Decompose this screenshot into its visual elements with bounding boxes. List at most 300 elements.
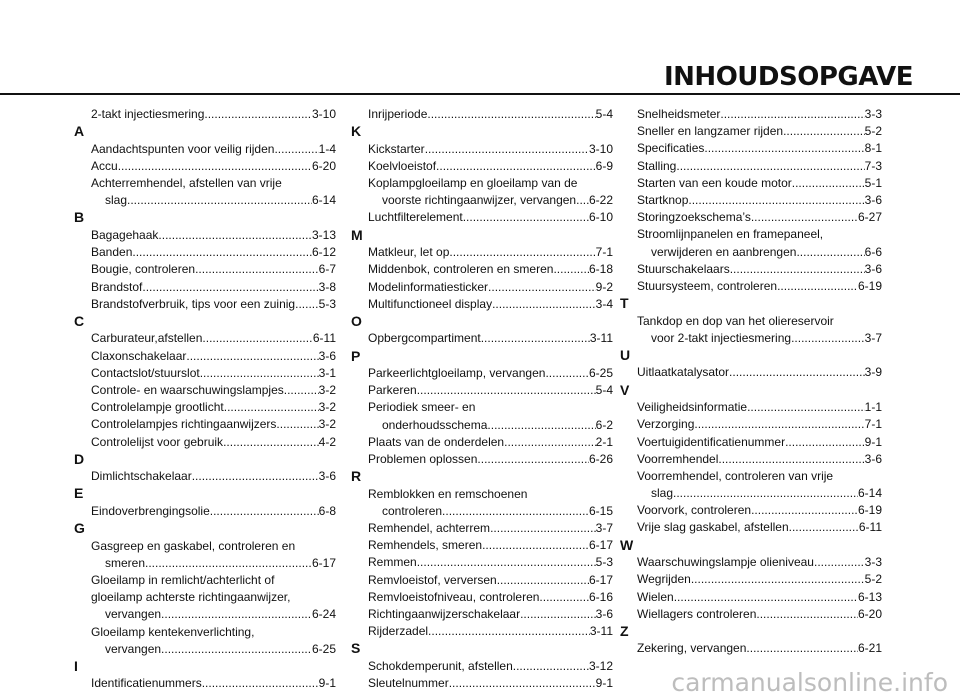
index-entry bbox=[351, 572, 613, 589]
section-letter: W bbox=[620, 536, 634, 553]
index-column-3 bbox=[620, 106, 882, 658]
leader-dots bbox=[553, 261, 589, 278]
section-letter: P bbox=[351, 347, 361, 364]
entry-text: Brandstof bbox=[91, 279, 143, 294]
entry-text: Verzorging bbox=[637, 417, 695, 432]
leader-dots bbox=[481, 330, 590, 347]
entry-text: Stalling bbox=[637, 158, 677, 173]
page-ref: 6-14 bbox=[857, 486, 882, 501]
index-entry bbox=[620, 175, 882, 192]
index-entry bbox=[351, 606, 613, 623]
entry-text: Dimlichtschakelaar bbox=[91, 469, 192, 484]
leader-dots bbox=[488, 279, 596, 296]
entry-text-line: Koplampgloeilamp en gloeilamp van de bbox=[368, 176, 578, 191]
leader-dots bbox=[427, 106, 595, 123]
entry-text: Remmen bbox=[368, 555, 417, 570]
page-ref: 1-4 bbox=[318, 141, 336, 156]
leader-dots bbox=[756, 606, 858, 623]
index-entry bbox=[74, 279, 336, 296]
footer-watermark: carmanualsonline.info bbox=[671, 668, 948, 697]
page-ref: 6-6 bbox=[864, 244, 882, 259]
index-entry bbox=[620, 399, 882, 416]
leader-dots bbox=[223, 434, 319, 451]
leader-dots bbox=[482, 537, 589, 554]
entry-text: Modelinformatiesticker bbox=[368, 279, 489, 294]
leader-dots bbox=[284, 382, 319, 399]
entry-text: Koelvloeistof bbox=[368, 158, 437, 173]
leader-dots bbox=[417, 554, 596, 571]
leader-dots bbox=[674, 589, 858, 606]
entry-text: Opbergcompartiment bbox=[368, 331, 481, 346]
entry-text: Banden bbox=[91, 245, 133, 260]
index-entry bbox=[620, 468, 882, 502]
page-ref: 6-21 bbox=[857, 641, 882, 656]
index-entry bbox=[620, 554, 882, 571]
leader-dots bbox=[477, 451, 589, 468]
index-entry bbox=[620, 226, 882, 260]
page-ref: 6-12 bbox=[311, 245, 336, 260]
leader-dots bbox=[676, 158, 864, 175]
leader-dots bbox=[576, 192, 589, 209]
index-entry bbox=[620, 606, 882, 623]
index-entry bbox=[351, 261, 613, 278]
entry-text: Remvloeistofniveau, controleren bbox=[368, 589, 540, 604]
page-ref: 3-4 bbox=[595, 296, 613, 311]
entry-text: Remhendel, achterrem bbox=[368, 521, 491, 536]
entry-last-line bbox=[368, 192, 613, 209]
index-entry bbox=[620, 106, 882, 123]
leader-dots bbox=[751, 209, 858, 226]
page-ref: 9-1 bbox=[864, 434, 882, 449]
entry-text-line: Gloeilamp in remlicht/achterlicht of bbox=[91, 572, 275, 587]
entry-text-line: verwijderen en aanbrengen bbox=[651, 244, 797, 259]
entry-text-line: Achterremhendel, afstellen van vrije bbox=[91, 176, 282, 191]
section-letter: B bbox=[74, 209, 85, 226]
leader-dots bbox=[487, 417, 595, 434]
index-entry bbox=[351, 382, 613, 399]
entry-text: Controlelampjes richtingaanwijzers bbox=[91, 417, 277, 432]
entry-text: Inrijperiode bbox=[368, 107, 428, 121]
page-ref: 3-2 bbox=[318, 417, 336, 432]
entry-text: Controlelampje grootlicht bbox=[91, 400, 224, 415]
entry-last-line bbox=[91, 192, 336, 209]
entry-text-line: Gasgreep en gaskabel, controleren en bbox=[91, 538, 296, 553]
index-entry bbox=[620, 434, 882, 451]
leader-dots bbox=[417, 382, 596, 399]
leader-dots bbox=[142, 279, 318, 296]
entry-text: Veiligheidsinformatie bbox=[637, 400, 748, 415]
leader-dots bbox=[497, 572, 589, 589]
index-entry bbox=[620, 209, 882, 226]
entry-text: Waarschuwingslampje olieniveau bbox=[637, 555, 814, 570]
index-entry bbox=[351, 589, 613, 606]
entry-text: Richtingaanwijzerschakelaar bbox=[368, 607, 521, 621]
index-entry bbox=[351, 279, 613, 296]
page-ref: 6-25 bbox=[311, 641, 336, 656]
leader-dots bbox=[730, 261, 865, 278]
index-entry bbox=[620, 451, 882, 468]
entry-text: Remhendels, smeren bbox=[368, 538, 483, 553]
leader-dots bbox=[746, 640, 858, 657]
page-ref: 3-2 bbox=[318, 400, 336, 415]
page-ref: 5-4 bbox=[595, 107, 613, 121]
leader-dots bbox=[195, 261, 319, 278]
leader-dots bbox=[520, 606, 596, 623]
page-ref: 1-1 bbox=[864, 400, 882, 415]
entry-text: Wegrijden bbox=[637, 572, 691, 587]
index-entry bbox=[620, 123, 882, 140]
index-entry bbox=[351, 537, 613, 554]
page-title: INHOUDSOPGAVE bbox=[664, 62, 913, 92]
section-letter: C bbox=[74, 312, 85, 329]
entry-text: Snelheidsmeter bbox=[637, 107, 721, 121]
section-letter: E bbox=[74, 485, 84, 502]
leader-dots bbox=[449, 244, 595, 261]
index-entry bbox=[74, 106, 336, 123]
index-entry bbox=[74, 538, 336, 572]
entry-text-line: voor 2-takt injectiesmering bbox=[651, 330, 792, 345]
leader-dots bbox=[785, 434, 865, 451]
section-letter: U bbox=[620, 346, 631, 363]
page-ref: 3-8 bbox=[318, 279, 336, 294]
leader-dots bbox=[796, 244, 864, 261]
leader-dots bbox=[204, 106, 312, 123]
leader-dots bbox=[145, 555, 312, 572]
entry-text: Zekering, vervangen bbox=[637, 641, 747, 656]
entry-last-line bbox=[368, 503, 613, 520]
page-ref: 3-7 bbox=[864, 330, 882, 345]
leader-dots bbox=[720, 106, 864, 123]
leader-dots bbox=[814, 554, 865, 571]
page-ref: 6-17 bbox=[588, 538, 613, 553]
entry-text: Multifunctioneel display bbox=[368, 296, 493, 311]
entry-text: Bougie, controleren bbox=[91, 262, 196, 277]
section-letter: R bbox=[351, 468, 362, 485]
entry-text: Uitlaatkatalysator bbox=[637, 365, 730, 380]
index-entry bbox=[351, 399, 613, 433]
leader-dots bbox=[118, 158, 312, 175]
index-entry bbox=[620, 192, 882, 209]
leader-dots bbox=[688, 192, 864, 209]
entry-text: Carburateur,afstellen bbox=[91, 331, 203, 346]
entry-text: 2-takt injectiesmering bbox=[91, 107, 205, 121]
page-ref: 3-1 bbox=[318, 365, 336, 380]
entry-last-line bbox=[91, 606, 336, 623]
index-entry bbox=[74, 416, 336, 433]
page-ref: 3-6 bbox=[864, 261, 882, 276]
leader-dots bbox=[224, 399, 319, 416]
index-entry bbox=[74, 244, 336, 261]
entry-text-line: voorste richtingaanwijzer, vervangen bbox=[382, 193, 577, 208]
entry-text: Identificatienummers bbox=[91, 676, 202, 691]
entry-text: Problemen oplossen bbox=[368, 452, 478, 466]
leader-dots bbox=[442, 503, 589, 520]
page-ref: 6-24 bbox=[311, 607, 336, 622]
page-ref: 5-2 bbox=[864, 572, 882, 587]
entry-text: Kickstarter bbox=[368, 141, 425, 156]
page-ref: 9-1 bbox=[595, 676, 613, 691]
entry-text-line: slag bbox=[105, 193, 128, 208]
section-letter: Z bbox=[620, 622, 629, 639]
page-ref: 6-22 bbox=[588, 193, 613, 208]
page-ref: 6-20 bbox=[857, 606, 882, 621]
page-ref: 3-2 bbox=[318, 382, 336, 397]
leader-dots bbox=[691, 571, 865, 588]
leader-dots bbox=[694, 416, 864, 433]
leader-dots bbox=[200, 365, 319, 382]
section-letter: I bbox=[74, 657, 78, 674]
entry-text: Sleutelnummer bbox=[368, 676, 449, 691]
leader-dots bbox=[161, 606, 312, 623]
section-letter: G bbox=[74, 520, 85, 537]
entry-text: Remvloeistof, verversen bbox=[368, 572, 497, 587]
entry-text: Rijderzadel bbox=[368, 624, 429, 639]
page-ref: 6-27 bbox=[857, 210, 882, 225]
index-entry bbox=[74, 158, 336, 175]
entry-text: Matkleur, let op bbox=[368, 245, 450, 260]
entry-last-line bbox=[91, 555, 336, 572]
page-ref: 3-3 bbox=[864, 107, 882, 121]
page-ref: 7-1 bbox=[864, 417, 882, 432]
index-entry bbox=[620, 364, 882, 381]
index-entry bbox=[620, 502, 882, 519]
entry-last-line bbox=[637, 485, 882, 502]
leader-dots bbox=[276, 416, 318, 433]
page-ref: 6-19 bbox=[857, 278, 882, 293]
entry-text: Sneller en langzamer rijden bbox=[637, 124, 784, 139]
index-entry bbox=[74, 624, 336, 658]
entry-text: Luchtfilterelement bbox=[368, 210, 463, 225]
entry-text: Middenbok, controleren en smeren bbox=[368, 262, 554, 277]
index-entry bbox=[620, 571, 882, 588]
page-ref: 3-7 bbox=[595, 521, 613, 536]
page-ref: 3-6 bbox=[864, 192, 882, 207]
page-ref: 3-13 bbox=[311, 227, 336, 242]
page-ref: 5-3 bbox=[318, 296, 336, 311]
index-entry bbox=[351, 296, 613, 313]
index-entry bbox=[74, 434, 336, 451]
index-entry bbox=[620, 640, 882, 657]
page-ref: 9-1 bbox=[318, 676, 336, 691]
page-ref: 5-3 bbox=[595, 555, 613, 570]
page-ref: 5-1 bbox=[864, 175, 882, 190]
leader-dots bbox=[274, 141, 318, 158]
leader-dots bbox=[295, 296, 319, 313]
page-ref: 6-17 bbox=[588, 572, 613, 587]
page-ref: 4-2 bbox=[318, 434, 336, 449]
leader-dots bbox=[186, 348, 318, 365]
index-entry bbox=[351, 434, 613, 451]
index-entry bbox=[74, 227, 336, 244]
index-entry bbox=[351, 451, 613, 468]
page-ref: 6-15 bbox=[588, 503, 613, 518]
entry-last-line bbox=[637, 244, 882, 261]
entry-text: Voorremhendel bbox=[637, 451, 719, 466]
index-entry bbox=[620, 140, 882, 157]
index-entry bbox=[351, 365, 613, 382]
index-entry bbox=[74, 175, 336, 209]
leader-dots bbox=[127, 192, 312, 209]
index-entry bbox=[620, 519, 882, 536]
entry-text: Vrije slag gaskabel, afstellen bbox=[637, 520, 789, 535]
entry-text: Schokdemperunit, afstellen bbox=[368, 658, 513, 673]
leader-dots bbox=[673, 485, 858, 502]
leader-dots bbox=[783, 123, 865, 140]
section-letter: O bbox=[351, 312, 362, 329]
page-ref: 6-25 bbox=[588, 366, 613, 381]
page-ref: 8-1 bbox=[864, 141, 882, 156]
entry-text: Plaats van de onderdelen bbox=[368, 434, 505, 449]
entry-text-line: smeren bbox=[105, 555, 146, 570]
title-rule bbox=[0, 93, 960, 95]
page-ref: 6-26 bbox=[588, 452, 613, 466]
leader-dots bbox=[132, 244, 312, 261]
index-entry bbox=[351, 158, 613, 175]
page-ref: 3-6 bbox=[318, 469, 336, 484]
leader-dots bbox=[202, 330, 312, 347]
leader-dots bbox=[704, 140, 864, 157]
entry-text-line: slag bbox=[651, 486, 674, 501]
index-entry bbox=[74, 468, 336, 485]
index-entry bbox=[351, 106, 613, 123]
index-entry bbox=[74, 675, 336, 692]
index-entry bbox=[74, 141, 336, 158]
page-ref: 6-14 bbox=[311, 193, 336, 208]
leader-dots bbox=[436, 158, 596, 175]
entry-text-line: vervangen bbox=[105, 607, 162, 622]
index-entry bbox=[74, 503, 336, 520]
entry-last-line bbox=[637, 330, 882, 347]
page-ref: 6-11 bbox=[312, 331, 336, 346]
leader-dots bbox=[202, 675, 319, 692]
page-ref: 3-10 bbox=[311, 107, 336, 121]
entry-text-line: Periodiek smeer- en bbox=[368, 400, 476, 415]
leader-dots bbox=[463, 209, 589, 226]
page-ref: 6-9 bbox=[595, 158, 613, 173]
section-letter: A bbox=[74, 123, 85, 140]
leader-dots bbox=[789, 519, 859, 536]
page-ref: 6-16 bbox=[588, 589, 613, 604]
entry-text: Controle- en waarschuwingslampjes bbox=[91, 382, 284, 397]
entry-text: Startknop bbox=[637, 192, 689, 207]
entry-last-line bbox=[368, 417, 613, 434]
page-ref: 3-6 bbox=[864, 451, 882, 466]
page-ref: 2-1 bbox=[595, 434, 613, 449]
page-ref: 6-8 bbox=[318, 503, 336, 518]
index-entry bbox=[620, 416, 882, 433]
entry-text-line: controleren bbox=[382, 503, 443, 518]
leader-dots bbox=[777, 278, 858, 295]
leader-dots bbox=[425, 141, 589, 158]
entry-text-line: Gloeilamp kentekenverlichting, bbox=[91, 624, 255, 639]
entry-text-line: Voorremhendel, controleren van vrije bbox=[637, 468, 834, 483]
index-column-1 bbox=[74, 106, 336, 693]
page-ref: 3-11 bbox=[589, 624, 613, 639]
index-entry bbox=[74, 365, 336, 382]
page-ref: 3-12 bbox=[588, 658, 613, 673]
entry-text-line: gloeilamp achterste richtingaanwijzer, bbox=[91, 590, 291, 605]
leader-dots bbox=[161, 641, 312, 658]
page-ref: 7-1 bbox=[595, 245, 613, 260]
page-ref: 3-10 bbox=[588, 141, 613, 156]
page-ref: 6-19 bbox=[857, 503, 882, 518]
page-ref: 5-2 bbox=[864, 124, 882, 139]
index-entry bbox=[351, 554, 613, 571]
entry-text: Wiellagers controleren bbox=[637, 606, 757, 621]
leader-dots bbox=[158, 227, 312, 244]
leader-dots bbox=[792, 175, 865, 192]
index-entry bbox=[351, 244, 613, 261]
index-entry bbox=[74, 382, 336, 399]
leader-dots bbox=[539, 589, 589, 606]
entry-text-line: Tankdop en dop van het oliereservoir bbox=[637, 313, 834, 328]
index-entry bbox=[74, 348, 336, 365]
page-ref: 3-6 bbox=[595, 607, 613, 621]
entry-text: Voorvork, controleren bbox=[637, 503, 752, 518]
entry-text: Bagagehaak bbox=[91, 227, 159, 242]
page-ref: 7-3 bbox=[864, 158, 882, 173]
page-ref: 6-13 bbox=[857, 589, 882, 604]
entry-text: Accu bbox=[91, 158, 118, 173]
leader-dots bbox=[428, 623, 590, 640]
index-entry bbox=[351, 141, 613, 158]
leader-dots bbox=[490, 520, 596, 537]
index-entry bbox=[620, 158, 882, 175]
leader-dots bbox=[210, 503, 319, 520]
entry-text: Wielen bbox=[637, 589, 674, 604]
page-ref: 3-11 bbox=[589, 331, 613, 346]
page-ref: 6-18 bbox=[588, 262, 613, 277]
section-letter: S bbox=[351, 640, 361, 657]
entry-text-line: onderhoudsschema bbox=[382, 417, 488, 432]
index-column-2 bbox=[351, 106, 613, 692]
leader-dots bbox=[718, 451, 864, 468]
leader-dots bbox=[751, 502, 858, 519]
index-entry bbox=[351, 330, 613, 347]
page-ref: 3-6 bbox=[318, 348, 336, 363]
leader-dots bbox=[492, 296, 596, 313]
index-entry bbox=[74, 261, 336, 278]
entry-text: Voertuigidentificatienummer bbox=[637, 434, 786, 449]
page-ref: 3-9 bbox=[864, 365, 882, 380]
entry-text-line: vervangen bbox=[105, 641, 162, 656]
section-letter: K bbox=[351, 123, 362, 140]
page-ref: 5-4 bbox=[595, 383, 613, 398]
index-entry bbox=[620, 261, 882, 278]
section-letter: M bbox=[351, 226, 363, 243]
entry-last-line bbox=[91, 641, 336, 658]
index-entry bbox=[351, 486, 613, 520]
entry-text: Brandstofverbruik, tips voor een zuinig bbox=[91, 296, 296, 311]
section-letter: D bbox=[74, 450, 85, 467]
leader-dots bbox=[791, 330, 865, 347]
leader-dots bbox=[545, 365, 589, 382]
leader-dots bbox=[192, 468, 319, 485]
index-entry bbox=[74, 399, 336, 416]
entry-text: Specificaties bbox=[637, 141, 705, 156]
page-ref: 9-2 bbox=[595, 279, 613, 294]
page-ref: 6-7 bbox=[318, 262, 336, 277]
leader-dots bbox=[729, 364, 865, 381]
index-entry bbox=[620, 589, 882, 606]
index-entry bbox=[351, 209, 613, 226]
page-ref: 6-11 bbox=[858, 520, 882, 535]
entry-text: Storingzoekschema’s bbox=[637, 210, 751, 225]
entry-text: Starten van een koude motor bbox=[637, 175, 792, 190]
entry-text: Contactslot/stuurslot bbox=[91, 365, 200, 380]
page-ref: 6-10 bbox=[588, 210, 613, 225]
entry-text: Aandachtspunten voor veilig rijden bbox=[91, 141, 275, 156]
